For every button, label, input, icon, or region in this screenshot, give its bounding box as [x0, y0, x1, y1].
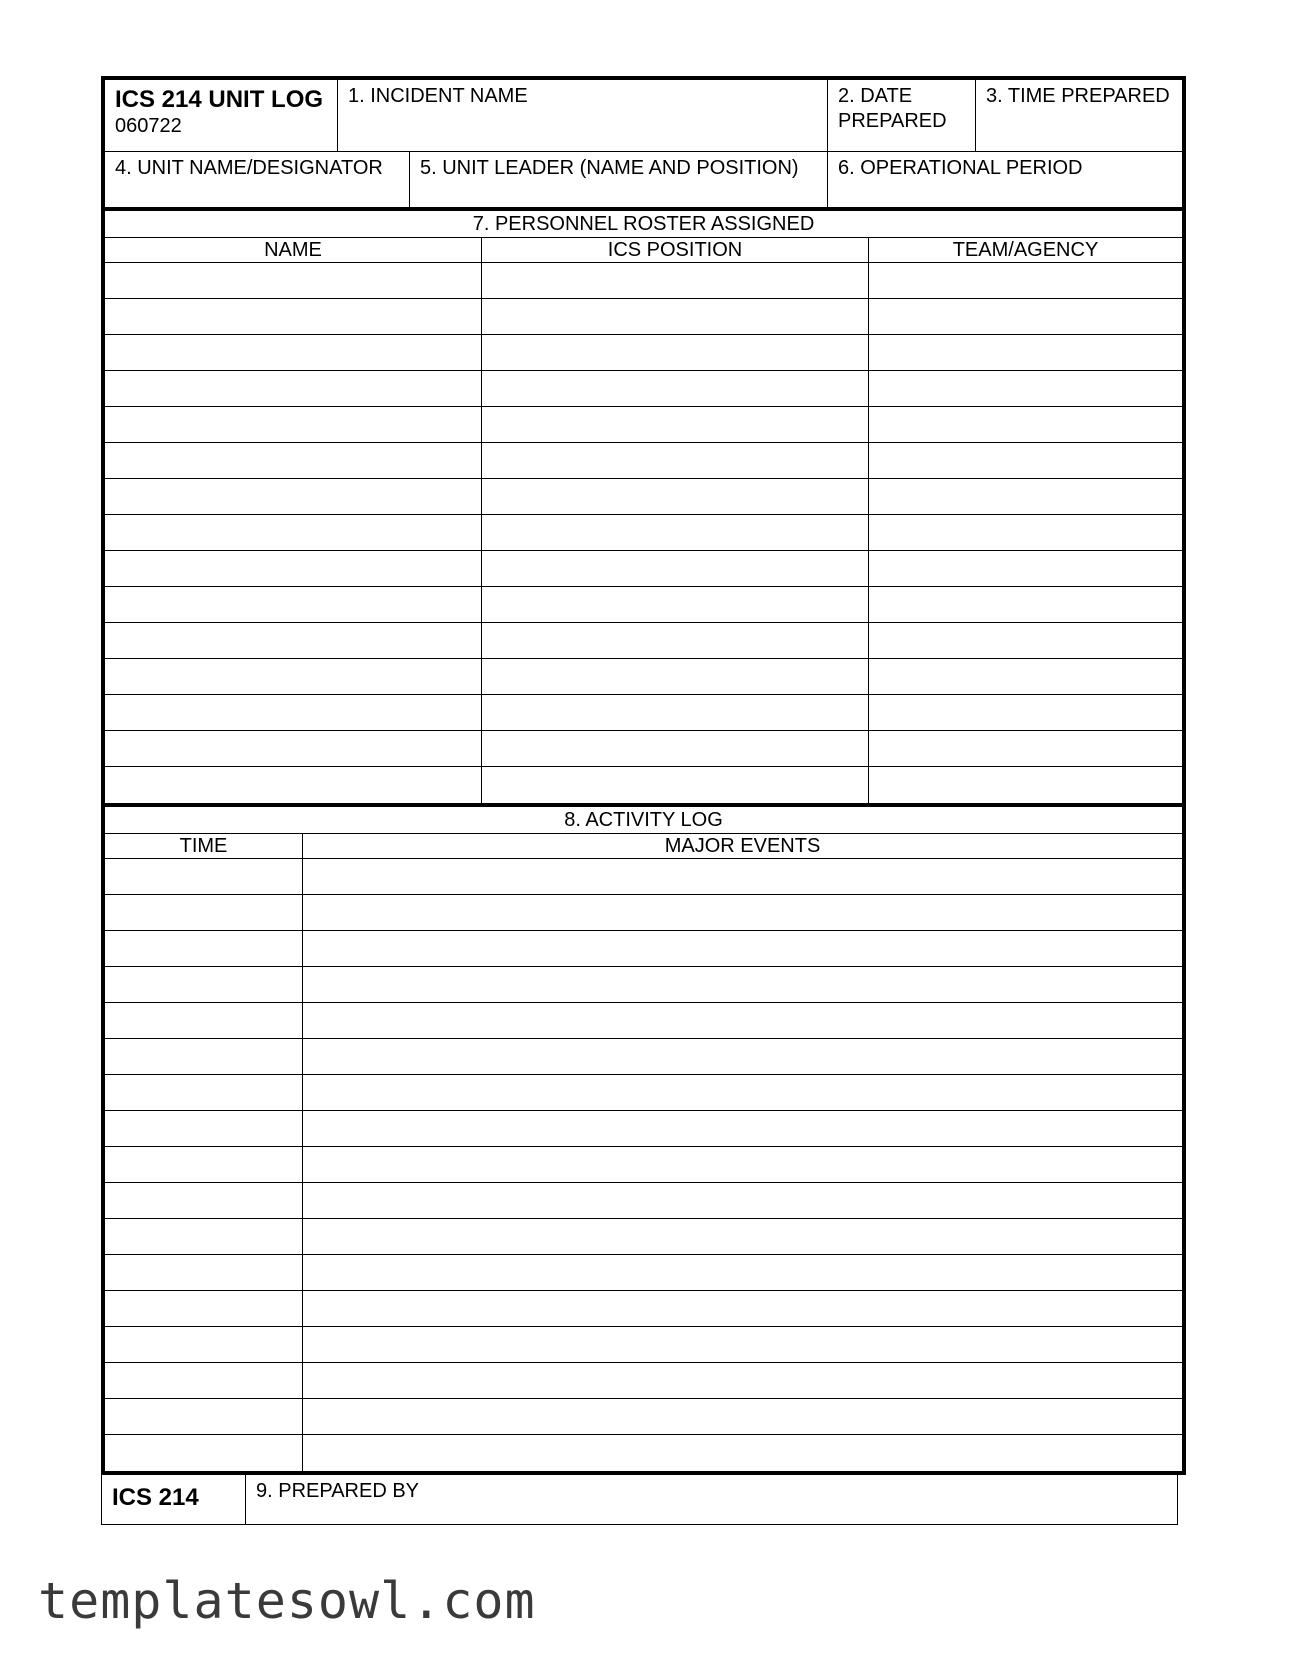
activity-column-headers	[105, 834, 1182, 859]
operational-period-label: 6. OPERATIONAL PERIOD	[838, 157, 1083, 179]
roster-team-cell[interactable]	[869, 371, 1182, 406]
unit-leader-label: 5. UNIT LEADER (NAME AND POSITION)	[420, 157, 799, 179]
form-title: ICS 214 UNIT LOG	[115, 86, 324, 113]
activity-row	[105, 1399, 1182, 1435]
activity-time-cell[interactable]	[105, 1219, 303, 1254]
header-row-2	[105, 152, 1182, 207]
unit-name-field[interactable]	[105, 152, 410, 207]
activity-row	[105, 931, 1182, 967]
roster-position-cell[interactable]	[482, 407, 869, 442]
activity-events-cell[interactable]	[303, 1399, 1182, 1434]
form-header	[101, 76, 1186, 211]
activity-events-cell[interactable]	[303, 1255, 1182, 1290]
roster-team-cell[interactable]	[869, 695, 1182, 730]
roster-position-cell[interactable]	[482, 515, 869, 550]
roster-name-cell[interactable]	[105, 551, 482, 586]
activity-events-cell[interactable]	[303, 1039, 1182, 1074]
activity-time-cell[interactable]	[105, 1399, 303, 1434]
roster-name-cell[interactable]	[105, 371, 482, 406]
activity-time-cell[interactable]	[105, 895, 303, 930]
unit-leader-field[interactable]	[410, 152, 828, 207]
activity-row	[105, 859, 1182, 895]
roster-team-cell[interactable]	[869, 659, 1182, 694]
roster-team-cell[interactable]	[869, 299, 1182, 334]
activity-row	[105, 1147, 1182, 1183]
prepared-by-field[interactable]	[246, 1475, 1177, 1524]
activity-events-cell[interactable]	[303, 1219, 1182, 1254]
header-row-1	[105, 80, 1182, 152]
activity-row	[105, 1111, 1182, 1147]
activity-events-cell[interactable]	[303, 895, 1182, 930]
activity-events-cell[interactable]	[303, 859, 1182, 894]
personnel-roster-section	[101, 211, 1186, 807]
roster-position-cell[interactable]	[482, 551, 869, 586]
roster-name-cell[interactable]	[105, 299, 482, 334]
unit-name-label: 4. UNIT NAME/DESIGNATOR	[115, 157, 383, 179]
roster-name-cell[interactable]	[105, 263, 482, 298]
activity-row	[105, 1003, 1182, 1039]
roster-name-cell[interactable]	[105, 443, 482, 478]
activity-events-cell[interactable]	[303, 1291, 1182, 1326]
roster-title: 7. PERSONNEL ROSTER ASSIGNED	[105, 211, 1182, 238]
roster-row	[105, 695, 1182, 731]
activity-events-cell[interactable]	[303, 967, 1182, 1002]
activity-time-cell[interactable]	[105, 1039, 303, 1074]
roster-position-cell[interactable]	[482, 263, 869, 298]
roster-team-cell[interactable]	[869, 731, 1182, 766]
roster-row	[105, 731, 1182, 767]
activity-time-cell[interactable]	[105, 859, 303, 894]
activity-col-time: TIME	[105, 834, 303, 858]
activity-events-cell[interactable]	[303, 931, 1182, 966]
activity-row	[105, 1255, 1182, 1291]
roster-position-cell[interactable]	[482, 587, 869, 622]
roster-name-cell[interactable]	[105, 731, 482, 766]
roster-name-cell[interactable]	[105, 695, 482, 730]
roster-row	[105, 659, 1182, 695]
activity-time-cell[interactable]	[105, 1291, 303, 1326]
activity-time-cell[interactable]	[105, 1111, 303, 1146]
roster-name-cell[interactable]	[105, 659, 482, 694]
roster-row	[105, 479, 1182, 515]
roster-row	[105, 443, 1182, 479]
activity-time-cell[interactable]	[105, 967, 303, 1002]
roster-position-cell[interactable]	[482, 443, 869, 478]
roster-row	[105, 371, 1182, 407]
roster-position-cell[interactable]	[482, 731, 869, 766]
incident-name-label: 1. INCIDENT NAME	[348, 85, 528, 107]
roster-position-cell[interactable]	[482, 479, 869, 514]
operational-period-field[interactable]	[828, 152, 1182, 207]
activity-time-cell[interactable]	[105, 1003, 303, 1038]
roster-team-cell[interactable]	[869, 767, 1182, 803]
roster-name-cell[interactable]	[105, 335, 482, 370]
activity-row	[105, 1327, 1182, 1363]
activity-col-major-events: MAJOR EVENTS	[664, 835, 821, 857]
activity-title: 8. ACTIVITY LOG	[105, 807, 1182, 834]
activity-events-cell[interactable]	[303, 1363, 1182, 1398]
activity-rows	[105, 859, 1182, 1471]
roster-position-cell[interactable]	[482, 299, 869, 334]
watermark: templatesowl.com	[38, 1572, 536, 1630]
incident-name-field[interactable]	[338, 80, 828, 151]
roster-row	[105, 407, 1182, 443]
activity-row	[105, 1039, 1182, 1075]
roster-team-cell[interactable]	[869, 479, 1182, 514]
time-prepared-label: 3. TIME PREPARED	[986, 85, 1170, 107]
time-prepared-field[interactable]	[976, 80, 1182, 151]
roster-col-team-agency: TEAM/AGENCY	[952, 239, 1099, 261]
activity-row	[105, 895, 1182, 931]
roster-team-cell[interactable]	[869, 263, 1182, 298]
activity-events-cell[interactable]	[303, 1147, 1182, 1182]
activity-log-section	[101, 807, 1186, 1475]
roster-team-cell[interactable]	[869, 515, 1182, 550]
activity-events-cell[interactable]	[303, 1183, 1182, 1218]
roster-position-cell[interactable]	[482, 767, 869, 803]
roster-position-cell[interactable]	[482, 335, 869, 370]
roster-rows	[105, 263, 1182, 803]
activity-events-cell[interactable]	[303, 1003, 1182, 1038]
roster-row	[105, 623, 1182, 659]
roster-position-cell[interactable]	[482, 371, 869, 406]
roster-column-headers	[105, 238, 1182, 263]
roster-row	[105, 263, 1182, 299]
roster-position-cell[interactable]	[482, 695, 869, 730]
form-code: 060722	[115, 115, 182, 137]
roster-position-cell[interactable]	[482, 623, 869, 658]
roster-col-ics-position: ICS POSITION	[482, 238, 869, 262]
roster-team-cell[interactable]	[869, 443, 1182, 478]
roster-name-cell[interactable]	[105, 515, 482, 550]
roster-name-cell[interactable]	[105, 623, 482, 658]
activity-time-cell[interactable]	[105, 1147, 303, 1182]
ics-214-form	[101, 76, 1186, 1525]
activity-row	[105, 1075, 1182, 1111]
activity-row	[105, 1435, 1182, 1471]
roster-name-cell[interactable]	[105, 479, 482, 514]
form-footer	[101, 1475, 1178, 1525]
activity-row	[105, 1183, 1182, 1219]
activity-time-cell[interactable]	[105, 1363, 303, 1398]
roster-position-cell[interactable]	[482, 659, 869, 694]
activity-row	[105, 967, 1182, 1003]
roster-team-cell[interactable]	[869, 407, 1182, 442]
roster-row	[105, 767, 1182, 803]
activity-row	[105, 1363, 1182, 1399]
activity-time-cell[interactable]	[105, 931, 303, 966]
roster-name-cell[interactable]	[105, 587, 482, 622]
roster-team-cell[interactable]	[869, 623, 1182, 658]
roster-row	[105, 515, 1182, 551]
form-title-cell	[105, 80, 338, 151]
roster-name-cell[interactable]	[105, 767, 482, 803]
roster-row	[105, 299, 1182, 335]
activity-time-cell[interactable]	[105, 1255, 303, 1290]
footer-form-code: ICS 214	[102, 1475, 246, 1524]
roster-team-cell[interactable]	[869, 335, 1182, 370]
activity-time-cell[interactable]	[105, 1075, 303, 1110]
activity-events-cell[interactable]	[303, 1075, 1182, 1110]
activity-row	[105, 1291, 1182, 1327]
activity-events-cell[interactable]	[303, 1327, 1182, 1362]
activity-time-cell[interactable]	[105, 1327, 303, 1362]
date-prepared-label: 2. DATE PREPARED	[838, 85, 947, 132]
date-prepared-field[interactable]	[828, 80, 976, 151]
roster-row	[105, 587, 1182, 623]
activity-events-cell[interactable]	[303, 1111, 1182, 1146]
roster-col-name: NAME	[105, 238, 482, 262]
roster-team-cell[interactable]	[869, 587, 1182, 622]
activity-time-cell[interactable]	[105, 1435, 303, 1471]
activity-time-cell[interactable]	[105, 1183, 303, 1218]
roster-row	[105, 551, 1182, 587]
activity-events-cell[interactable]	[303, 1435, 1182, 1471]
roster-row	[105, 335, 1182, 371]
roster-team-cell[interactable]	[869, 551, 1182, 586]
prepared-by-label: 9. PREPARED BY	[256, 1480, 420, 1502]
activity-row	[105, 1219, 1182, 1255]
roster-name-cell[interactable]	[105, 407, 482, 442]
